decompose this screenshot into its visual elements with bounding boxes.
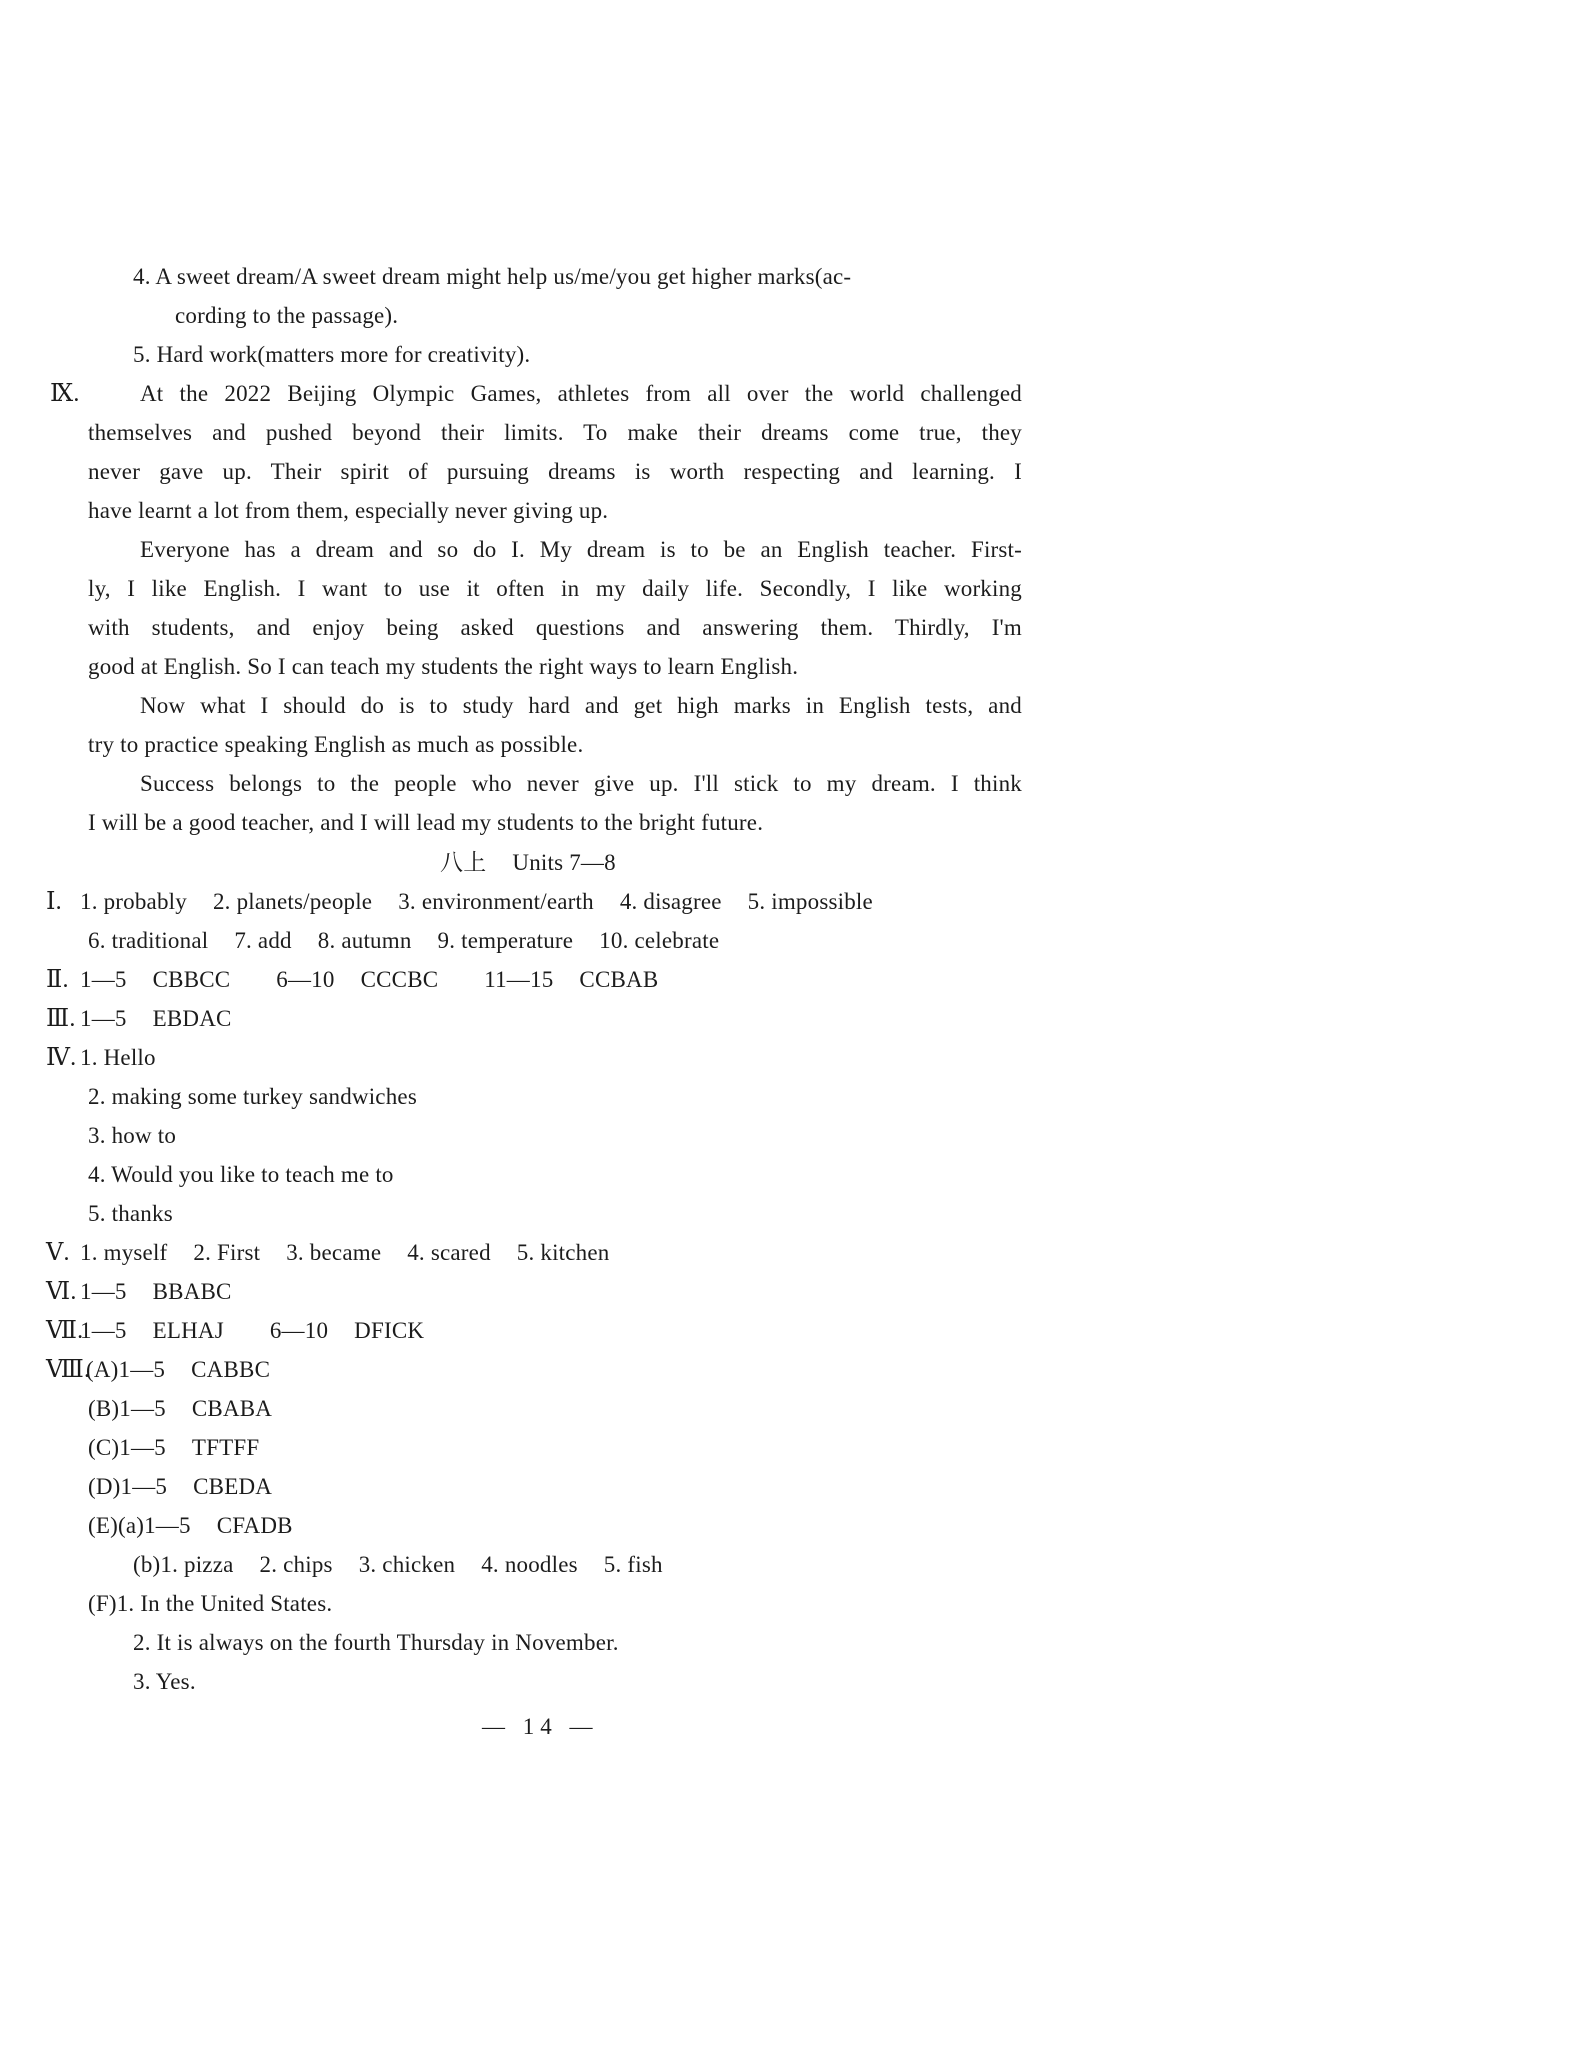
section-iv-item: 2. making some turkey sandwiches (88, 1084, 417, 1109)
essay-line: Everyone has a dream and so do I. My dream is to be an English teacher. First- (140, 537, 1022, 562)
answer-letters: DFICK (354, 1318, 425, 1343)
essay-line: I will be a good teacher, and I will lead my students to the bright future. (88, 810, 764, 835)
answer-range: 6—10 (276, 967, 335, 992)
answer-item: 2. First (193, 1240, 261, 1265)
section-viii-a (86, 1355, 270, 1385)
answer-letters: CABBC (191, 1357, 271, 1382)
answer-item: 4. disagree (619, 889, 722, 914)
section-v-answers (80, 1238, 609, 1268)
answer-item: 1. myself (80, 1240, 168, 1265)
answer-range: 6—10 (269, 1318, 329, 1343)
answer-range: 1—5 (80, 1279, 127, 1304)
section-vi-answers (80, 1277, 232, 1307)
answer-item: 2. planets/people (212, 889, 373, 914)
unit-range: Units 7—8 (512, 850, 616, 875)
section-viii-f-1 (88, 1589, 332, 1619)
section-viii-e (88, 1511, 293, 1541)
prev-item-5: 5. Hard work(matters more for creativity). (133, 342, 531, 367)
answer-letters: CCCBC (360, 967, 439, 992)
essay-line: ly, I like English. I want to use it often in my daily life. Secondly, I like working (88, 576, 1022, 601)
answer-item: 8. autumn (317, 928, 412, 953)
page-number: — 14 — (482, 1714, 599, 1739)
answer-item: 3. became (286, 1240, 382, 1265)
section-viii-marker: Ⅷ. (46, 1357, 91, 1383)
section-iv-item: 4. Would you like to teach me to (88, 1162, 394, 1187)
answer-range: 1—5 (80, 1006, 127, 1031)
essay-line: never gave up. Their spirit of pursuing dreams is worth respecting and learning. I (88, 459, 1022, 484)
answer-letters: CBEDA (193, 1474, 273, 1499)
section-viii-f-3: 3. Yes. (133, 1669, 196, 1694)
answer-range: (C)1—5 (88, 1435, 166, 1460)
essay-line: good at English. So I can teach my students the right ways to learn English. (88, 654, 799, 679)
answer-item: 4. noodles (481, 1552, 578, 1577)
essay-line: Success belongs to the people who never give up. I'll stick to my dream. I think (140, 771, 1022, 796)
answer-item: 4. scared (407, 1240, 491, 1265)
answer-range: (B)1—5 (88, 1396, 166, 1421)
answer-item: 3. chicken (358, 1552, 456, 1577)
answer-letters: TFTFF (191, 1435, 260, 1460)
section-iii-answers (80, 1004, 232, 1034)
answer-item: 1. pizza (160, 1552, 234, 1577)
answer-range: (D)1—5 (88, 1474, 168, 1499)
essay-line: try to practice speaking English as much as possible. (88, 732, 584, 757)
answer-range: (F) (88, 1591, 117, 1616)
section-vii-marker: Ⅶ. (46, 1318, 84, 1344)
section-iv-item: 1. Hello (80, 1045, 156, 1070)
section-iv-marker: Ⅳ. (46, 1045, 77, 1071)
section-ii-marker: Ⅱ. (46, 967, 69, 993)
answer-letters: BBABC (152, 1279, 232, 1304)
answer-item: 7. add (234, 928, 292, 953)
section-i-row1 (80, 887, 873, 917)
unit-grade: 八上 (440, 850, 487, 875)
section-viii-c (88, 1433, 259, 1463)
answer-item: 5. impossible (747, 889, 873, 914)
answer-range: 1—5 (80, 967, 127, 992)
answer-range: (E)(a)1—5 (88, 1513, 191, 1538)
answer-letters: EBDAC (152, 1006, 232, 1031)
answer-letters: CCBAB (579, 967, 659, 992)
section-viii-b (88, 1394, 272, 1424)
answer-item: 2. chips (259, 1552, 333, 1577)
section-i-row2 (88, 926, 719, 956)
essay-line: Now what I should do is to study hard and get high marks in English tests, and (140, 693, 1022, 718)
answer-letters: ELHAJ (152, 1318, 224, 1343)
answer-item: 1. probably (80, 889, 187, 914)
answer-item: 1. In the United States. (116, 1591, 333, 1616)
unit-heading (440, 848, 616, 878)
essay-line: have learnt a lot from them, especially never giving up. (88, 498, 609, 523)
answer-letters: CBBCC (152, 967, 231, 992)
section-viii-f-2: 2. It is always on the fourth Thursday in November. (133, 1630, 619, 1655)
section-iv-item: 5. thanks (88, 1201, 173, 1226)
answer-letters: CFADB (216, 1513, 293, 1538)
answer-item: 5. kitchen (516, 1240, 610, 1265)
answer-item: 10. celebrate (599, 928, 720, 953)
prev-item-4-line2: cording to the passage). (175, 303, 399, 328)
answer-range: 11—15 (484, 967, 554, 992)
section-vii-answers (80, 1316, 424, 1346)
section-v-marker: Ⅴ. (46, 1240, 70, 1266)
essay-line: themselves and pushed beyond their limits. To make their dreams come true, they (88, 420, 1022, 445)
answer-item: 3. environment/earth (398, 889, 594, 914)
section-i-marker: Ⅰ. (46, 889, 62, 915)
section-viii-d (88, 1472, 272, 1502)
answer-range: (b) (133, 1552, 161, 1577)
answer-range: (A)1—5 (86, 1357, 166, 1382)
answer-range: 1—5 (80, 1318, 127, 1343)
section-viii-e-b (133, 1550, 663, 1580)
section-ix-marker: Ⅸ. (50, 381, 80, 407)
section-iv-item: 3. how to (88, 1123, 177, 1148)
essay-line: At the 2022 Beijing Olympic Games, athletes from all over the world challenged (140, 381, 1022, 406)
section-vi-marker: Ⅵ. (46, 1279, 77, 1305)
prev-item-4-line1: 4. A sweet dream/A sweet dream might help us/me/you get higher marks(ac- (133, 264, 852, 289)
section-ii-answers (80, 965, 658, 995)
essay-line: with students, and enjoy being asked questions and answering them. Thirdly, I'm (88, 615, 1022, 640)
answer-letters: CBABA (191, 1396, 273, 1421)
answer-item: 5. fish (603, 1552, 663, 1577)
answer-item: 9. temperature (437, 928, 574, 953)
answer-item: 6. traditional (88, 928, 209, 953)
section-iii-marker: Ⅲ. (46, 1006, 76, 1032)
